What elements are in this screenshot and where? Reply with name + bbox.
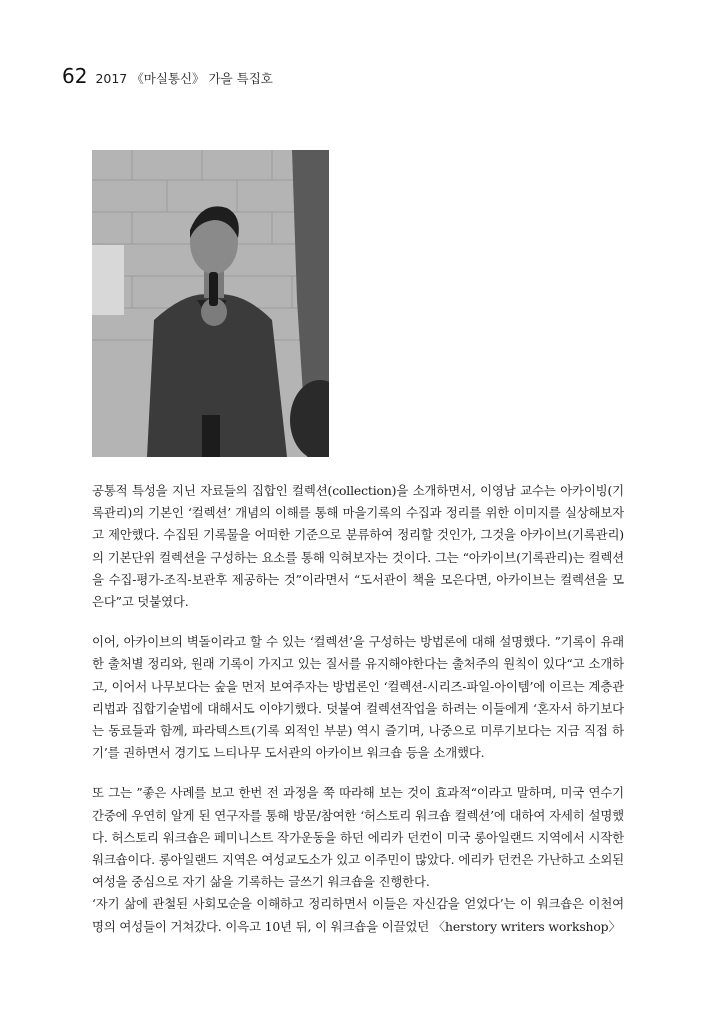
paragraph: 공통적 특성을 지닌 자료들의 집합인 컬렉션(collection)을 소개하면서, 이영남 교수는 아카이빙(기록관리)의 기본인 ‘컬렉션’ 개념의 이해를 통해 마을기록의 수집과 정리를 위한 이미지를 실상해보자고 제안했다. 수집된 기록물을 어떠한 기준으로 분류하여 정리할 것인가, 그것을 아카이브(기록관리)의 기본단위 컬렉션을 구성하는 요소를 통해 익혀보자는 것이다. 그는 “아카이브(기록관리)는 컬렉션을 수집-평가-조직-보관후 제공하는 것”이라면서 “도서관이 책을 모은다면, 아카이브는 컬렉션을 모은다”고 덧붙였다. <box>92 483 624 610</box>
publication-title: 2017 《마실통신》 가을 특집호 <box>95 71 273 86</box>
paragraph: 이어, 아카이브의 벽돌이라고 할 수 있는 ‘컬렉션’을 구성하는 방법론에 대해 설명했다. ”기록이 유래한 출처별 정리와, 원래 기록이 가지고 있는 질서를 유지해야한다는 출처주의 원칙이 있다“고 소개하고, 이어서 나무보다는 숲을 먼저 보여주자는 방법론인 ‘컬렉션-시리즈-파일-아이템’에 이르는 계층관리법과 집합기술법에 대해서도 이야기했다. 덧붙여 컬렉션작업을 하려는 이들에게 ‘혼자서 하기보다는 동료들과 함께, 파라텍스트(기록 외적인 부분) 역시 즐기며, 나중으로 미루기보다는 지금 직접 하기’를 권하면서 경기도 느티나무 도서관의 아카이브 워크숍 등을 소개했다. <box>92 634 624 761</box>
article-body <box>92 480 624 938</box>
speaker-photo <box>92 150 329 457</box>
paragraph: ‘자기 삶에 관철된 사회모순을 이해하고 정리하면서 이들은 자신감을 얻었다’는 이 워크숍은 이천여명의 여성들이 거쳐갔다. 이윽고 10년 뒤, 이 워크숍을 이끌었던 〈herstory writers workshop〉 <box>92 896 624 934</box>
speaker-photo-icon <box>92 150 329 457</box>
page-number: 62 <box>62 64 88 88</box>
paragraph: 또 그는 ”좋은 사례를 보고 한번 전 과정을 쭉 따라해 보는 것이 효과적“이라고 말하며, 미국 연수기간중에 우연히 알게 된 연구자를 통해 방문/참여한 ‘허스토리 워크숍 컬렉션’에 대하여 자세히 설명했다. 허스토리 워크숍은 페미니스트 작가운동을 하던 에리카 던컨이 미국 롱아일랜드 지역에서 시작한 워크숍이다. 롱아일랜드 지역은 여성교도소가 있고 이주민이 많았다. 에리카 던컨은 가난하고 소외된 여성을 중심으로 자기 삶을 기록하는 글쓰기 워크숍을 진행한다. <box>92 785 624 890</box>
page-header <box>62 64 273 88</box>
